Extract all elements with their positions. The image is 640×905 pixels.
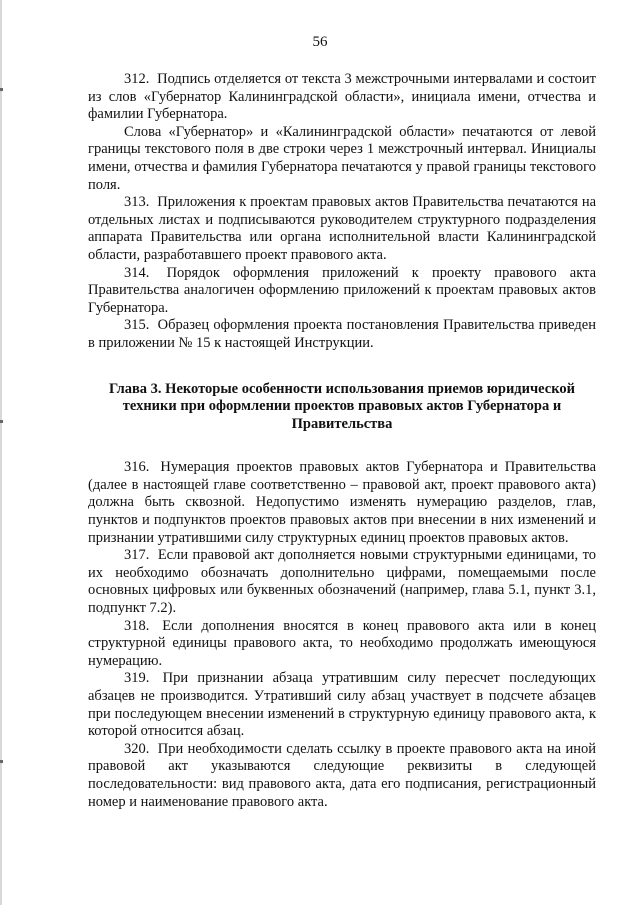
paragraph-313 [88,194,596,264]
paragraph-number: 315. [124,317,150,334]
paragraph-number: 314. [124,264,150,281]
paragraph-316 [88,459,596,547]
scan-edge-dot [0,420,3,423]
scan-edge-line [0,0,2,905]
paragraph-number: 316. [124,459,150,476]
paragraph-text: Приложения к проектам правовых актов Правительства печатаются на отдельных листах и подписываются руководителем структурного подразделения аппарата Правительства или органа исполнительной власти Калининградской области, разработавшего проект правового акта. [88,194,597,263]
paragraph-text: Нумерация проектов правовых актов Губернатора и Правительства (далее в настоящей главе соответственно – правовой акт, проект правового акта) должна быть сквозной. Недопустимо изменять нумерацию разделов, глав, пунктов и подпунктов проектов правовых актов при внесении в них изменений и признании утратившими силу структурных единиц проектов правовых актов. [88,459,597,546]
paragraph-text: Слова «Губернатор» и «Калининградской области» печатаются от левой границы текстового поля в две строки через 1 межстрочный интервал. Инициалы имени, отчества и фамилия Губернатора печатаются у правой границы текстового поля. [88,123,596,193]
paragraph-319 [88,670,596,740]
paragraph-number: 319. [124,670,150,687]
paragraph-312-continuation [88,124,596,194]
paragraph-text: При необходимости сделать ссылку в проекте правового акта на иной правовой акт указываются следующие реквизиты в следующей последовательности: вид правового акта, дата его подписания, регистрационный номер и наименование правового акта. [88,740,596,810]
paragraph-number: 313. [124,194,150,211]
scan-edge-dot [0,760,3,763]
paragraph-320 [88,741,596,811]
page-number: 56 [312,34,328,50]
paragraph-312 [88,71,596,124]
document-body [88,71,596,811]
paragraph-number: 318. [124,617,150,634]
paragraph-text: Если правовой акт дополняется новыми структурными единицами, то их необходимо обозначать дополнительно цифрами, помещаемыми после основных цифровых или буквенных обозначений (например, глава 5.1, пункт 3.1, подпункт 7.2). [88,547,597,617]
paragraph-number: 312. [124,71,150,87]
paragraph-text: Если дополнения вносятся в конец правового акта или в конец структурной единицы правового акта, то необходимо продолжать имеющуюся нумерацию. [88,617,597,669]
paragraph-text: Порядок оформления приложений к проекту правового акта Правительства аналогичен оформлению приложений к проектам правовых актов Губернатора. [88,264,597,316]
paragraph-317 [88,547,596,617]
scan-edge-dot [0,88,3,91]
paragraph-315 [88,317,596,352]
paragraph-text: Образец оформления проекта постановления Правительства приведен в приложении № 15 к настоящей Инструкции. [88,317,596,351]
paragraph-text: При признании абзаца утратившим силу пересчет последующих абзацев не производится. Утративший силу абзац участвует в подсчете абзацев при последующем внесении изменений в структурную единицу правового акта, к которой относится абзац. [88,670,596,740]
paragraph-314 [88,265,596,318]
chapter-heading: Глава 3. Некоторые особенности использования приемов юридической техники при оформлении проектов правовых актов Губернатора и Правительства [109,380,575,432]
paragraph-318 [88,618,596,671]
paragraph-number: 317. [124,547,150,564]
paragraph-number: 320. [124,740,150,757]
paragraph-text: Подпись отделяется от текста 3 межстрочными интервалами и состоит из слов «Губернатор Калининградской области», инициала имени, отчества и фамилии Губернатора. [88,71,597,123]
